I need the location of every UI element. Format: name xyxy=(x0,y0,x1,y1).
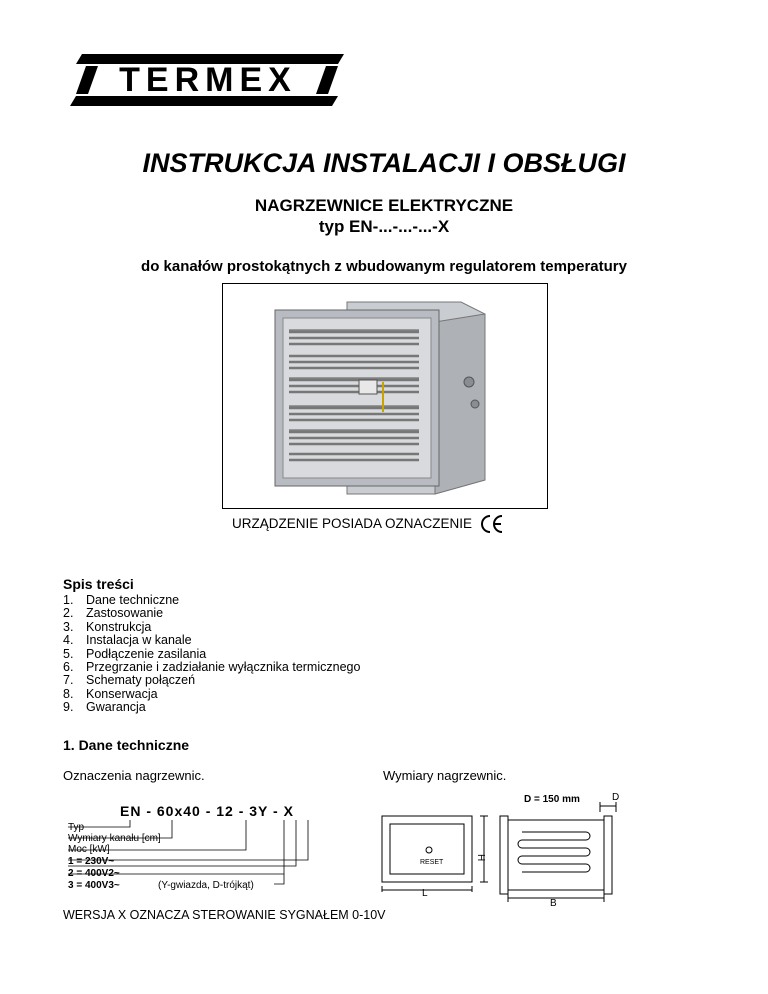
product-name: NAGRZEWNICE ELEKTRYCZNE xyxy=(254,196,514,215)
toc-item-label: Schematy połączeń xyxy=(86,673,196,688)
toc-item-number: 2. xyxy=(63,606,74,621)
toc-item-label: Konserwacja xyxy=(86,686,158,701)
version-note: WERSJA X OZNACZA STEROWANIE SYGNAŁEM 0-10V xyxy=(63,908,386,922)
section-heading: 1. Dane techniczne xyxy=(63,737,190,753)
heater-illustration xyxy=(223,284,547,508)
reset-label: RESET xyxy=(420,859,444,866)
toc-item-number: 9. xyxy=(63,700,74,715)
toc-item xyxy=(63,634,360,647)
toc-item-number: 5. xyxy=(63,646,74,661)
legend-dimensions: Wymiary kanału [cm] xyxy=(68,833,161,844)
toc-item xyxy=(63,648,360,661)
toc-item-label: Konstrukcja xyxy=(86,619,152,634)
termex-logo-graphic xyxy=(68,52,346,108)
toc-item xyxy=(63,594,360,607)
toc-item-label: Dane techniczne xyxy=(86,593,180,607)
toc-item-label: Zastosowanie xyxy=(86,606,164,621)
toc-item-number: 3. xyxy=(63,619,74,634)
legend-400v2: 2 = 400V2~ xyxy=(68,868,120,879)
toc-item-label: Instalacja w kanale xyxy=(86,633,192,648)
toc-item-label: Gwarancja xyxy=(86,700,146,715)
toc-item-number: 4. xyxy=(63,633,74,648)
label-h: H xyxy=(475,854,486,862)
toc-item xyxy=(63,621,360,634)
toc-item xyxy=(63,701,360,714)
legend-400v3: 3 = 400V3~ xyxy=(68,880,120,891)
designation-code: EN - 60x40 - 12 - 3Y - X xyxy=(120,803,294,819)
designation-label: Oznaczenia nagrzewnic. xyxy=(63,768,205,783)
toc-item-label: Przegrzanie i zadziałanie wyłącznika termicznego xyxy=(86,660,361,675)
ce-mark-icon xyxy=(480,514,504,534)
dimensions-diagram xyxy=(366,790,638,910)
logo-text: TERMEX xyxy=(119,61,297,99)
legend-type: Typ xyxy=(68,822,85,833)
legend-power: Moc [kW] xyxy=(68,844,110,855)
product-photo xyxy=(222,283,548,509)
page-title: INSTRUKCJA INSTALACJI I OBSŁUGI xyxy=(142,148,626,178)
legend-230v: 1 = 230V~ xyxy=(68,856,115,867)
termex-logo xyxy=(68,52,346,108)
label-b: B xyxy=(550,898,557,909)
product-description: do kanałów prostokątnych z wbudowanym regulatorem temperatury xyxy=(141,258,627,275)
toc-item xyxy=(63,688,360,701)
toc-item xyxy=(63,661,360,674)
product-type: typ EN-...-...-...-X xyxy=(318,217,450,236)
toc-item-number: 1. xyxy=(63,593,74,607)
legend-connection-note: (Y-gwiazda, D-trójkąt) xyxy=(158,880,254,891)
toc-item xyxy=(63,607,360,620)
ce-statement xyxy=(232,514,504,534)
ce-text: URZĄDZENIE POSIADA OZNACZENIE xyxy=(232,516,473,531)
designation-diagram xyxy=(60,790,360,900)
label-d: D xyxy=(612,792,620,803)
depth-label: D = 150 mm xyxy=(524,794,580,805)
dimensions-label: Wymiary nagrzewnic. xyxy=(383,768,507,783)
toc-item-number: 8. xyxy=(63,686,74,701)
toc-list xyxy=(63,594,360,715)
toc-item-number: 7. xyxy=(63,673,74,688)
toc-item-label: Podłączenie zasilania xyxy=(86,646,207,661)
toc-title: Spis treści xyxy=(63,576,134,592)
toc-item xyxy=(63,674,360,687)
toc-item-number: 6. xyxy=(63,660,74,675)
label-l: L xyxy=(422,888,428,899)
